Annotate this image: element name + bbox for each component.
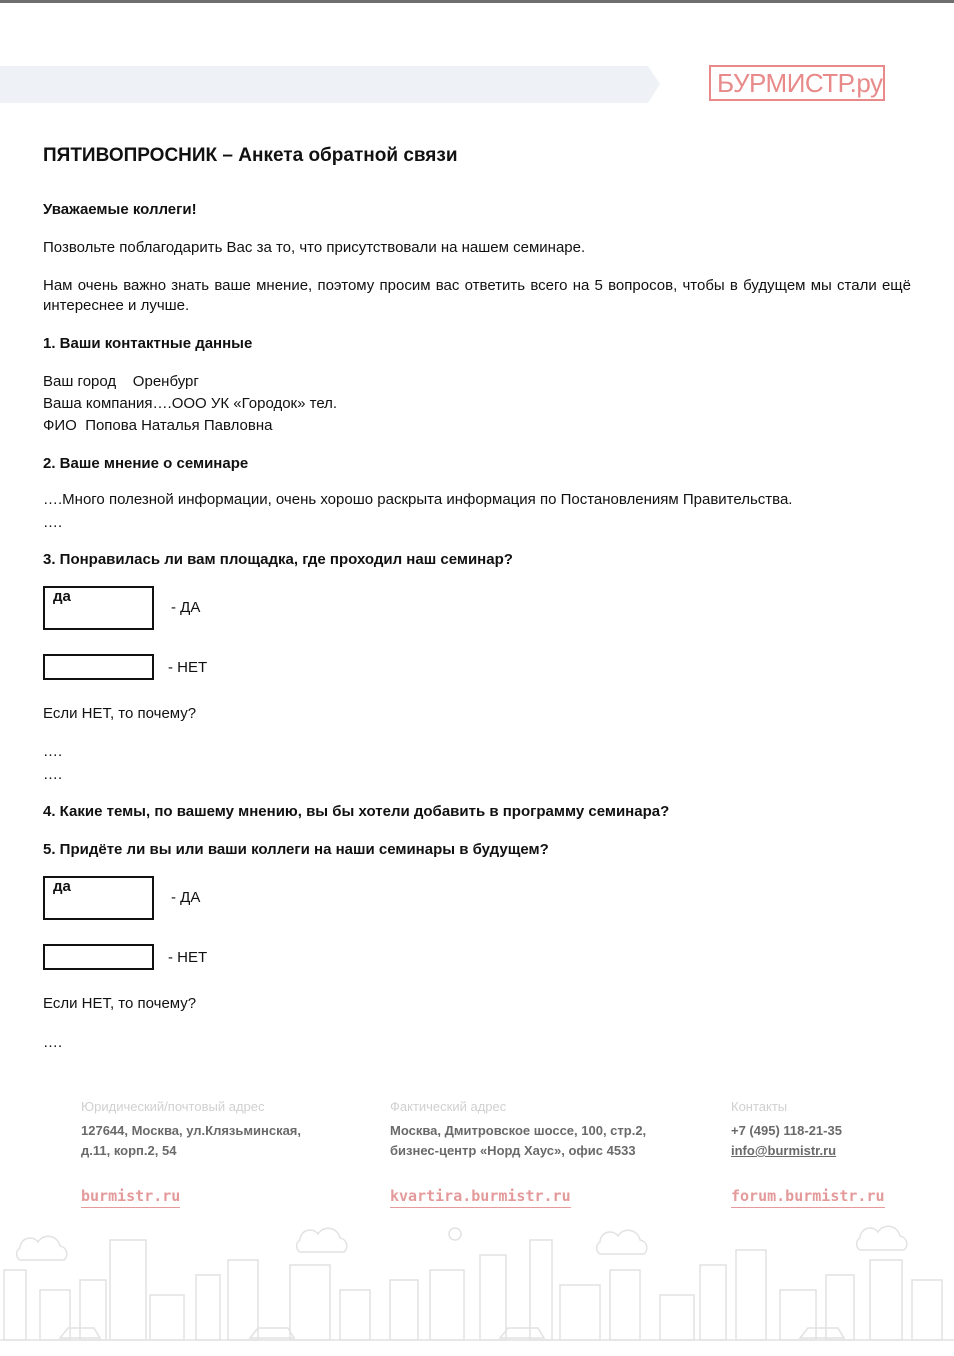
q3-yes-box-text: да <box>53 588 71 605</box>
city-clouds <box>17 1226 907 1260</box>
q5-heading: 5. Придёте ли вы или ваши коллеги на наши семинары в будущем? <box>43 841 549 858</box>
document-title: ПЯТИВОПРОСНИК – Анкета обратной связи <box>43 145 458 166</box>
footer-link-kvartira[interactable]: kvartira.burmistr.ru <box>390 1186 571 1208</box>
header-banner <box>0 66 660 103</box>
q2-heading: 2. Ваше мнение о семинаре <box>43 455 249 472</box>
q3-yes-label: - ДА <box>171 599 201 616</box>
burmistr-logo <box>709 65 885 101</box>
q5-no-label: - НЕТ <box>168 949 208 966</box>
footer-legal-heading: Юридический/почтовый адрес <box>81 1099 265 1114</box>
q1-fio: ФИО Попова Наталья Павловна <box>43 417 273 434</box>
footer-actual-line2: бизнес-центр «Норд Хаус», офис 4533 <box>390 1143 636 1158</box>
footer-contacts-heading: Контакты <box>731 1099 788 1114</box>
intro-thanks: Позвольте поблагодарить Вас за то, что присутствовали на нашем семинаре. <box>43 239 586 256</box>
city-buildings <box>4 1240 942 1340</box>
footer-phone: +7 (495) 118-21-35 <box>731 1123 842 1138</box>
q5-no-box[interactable] <box>43 944 154 970</box>
footer-legal-line2: д.11, корп.2, 54 <box>81 1143 177 1158</box>
q2-answer: ….Много полезной информации, очень хорошо раскрыта информация по Постановлениям Правительства. <box>43 491 793 508</box>
q3-heading: 3. Понравилась ли вам площадка, где проходил наш семинар? <box>43 551 513 568</box>
intro-request: Нам очень важно знать ваше мнение, поэтому просим вас ответить всего на 5 вопросов, чтобы в будущем мы стали ещё интереснее и лучше. <box>43 277 911 314</box>
q5-yes-box-text: да <box>53 878 71 895</box>
q1-company: Ваша компания….ООО УК «Городок» тел. <box>43 395 338 412</box>
q5-yes-label: - ДА <box>171 889 201 906</box>
footer-actual-line1: Москва, Дмитровское шоссе, 100, стр.2, <box>390 1123 647 1138</box>
footer-legal-line1: 127644, Москва, ул.Клязьминская, <box>81 1123 301 1138</box>
cityscape-illustration <box>0 1220 954 1356</box>
q3-yes-box[interactable] <box>43 586 154 630</box>
q3-no-box[interactable] <box>43 654 154 680</box>
q3-dots-1: …. <box>43 743 63 760</box>
top-border <box>0 0 954 3</box>
greeting: Уважаемые коллеги! <box>43 201 197 218</box>
q3-no-label: - НЕТ <box>168 659 208 676</box>
logo-text: БУРМИСТР.ру <box>717 68 883 98</box>
q4-heading: 4. Какие темы, по вашему мнению, вы бы хотели добавить в программу семинара? <box>43 803 670 820</box>
q5-why: Если НЕТ, то почему? <box>43 995 197 1012</box>
q1-city: Ваш город Оренбург <box>43 373 199 390</box>
q2-dots: …. <box>43 514 63 531</box>
footer-link-forum[interactable]: forum.burmistr.ru <box>731 1186 885 1208</box>
q5-dots: …. <box>43 1034 63 1051</box>
footer-link-burmistr[interactable]: burmistr.ru <box>81 1186 180 1208</box>
q5-yes-box[interactable] <box>43 876 154 920</box>
footer-actual-heading: Фактический адрес <box>390 1099 507 1114</box>
q3-why: Если НЕТ, то почему? <box>43 705 197 722</box>
q3-dots-2: …. <box>43 766 63 783</box>
q1-heading: 1. Ваши контактные данные <box>43 335 253 352</box>
footer-email[interactable]: info@burmistr.ru <box>731 1143 837 1158</box>
